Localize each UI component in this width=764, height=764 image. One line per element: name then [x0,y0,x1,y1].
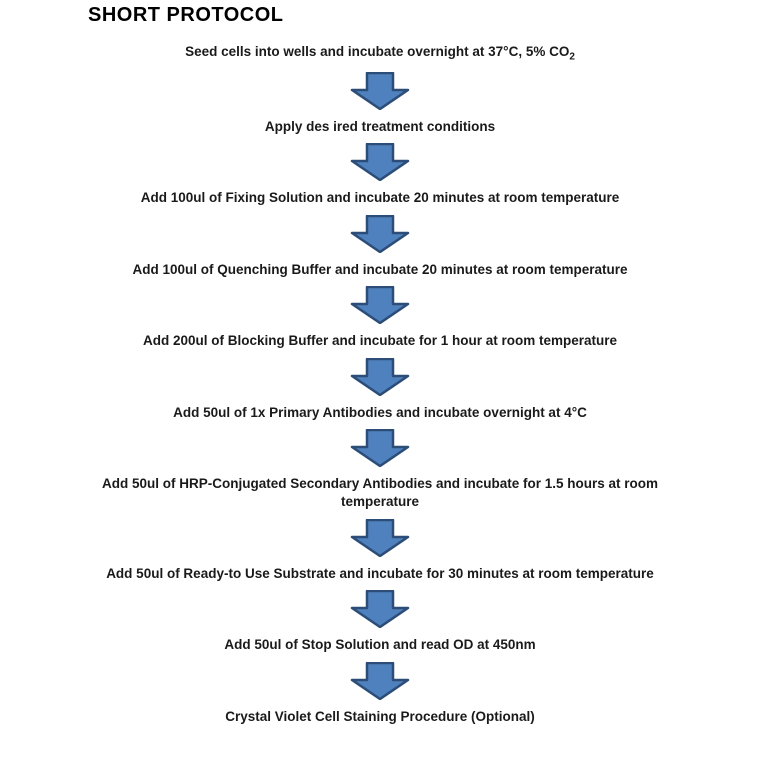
step-fixing-solution: Add 100ul of Fixing Solution and incubate 20 minutes at room temperature [140,190,620,206]
step-crystal-violet: Crystal Violet Cell Staining Procedure (Optional) [225,708,535,724]
down-arrow-icon [350,662,410,700]
down-arrow-icon [350,215,410,253]
step-blocking-buffer: Add 200ul of Blocking Buffer and incubate for 1 hour at room temperature [142,333,618,349]
step-primary-antibodies: Add 50ul of 1x Primary Antibodies and incubate overnight at 4°C [173,404,587,420]
down-arrow-icon [350,286,410,324]
step-seed-cells [185,43,575,64]
down-arrow-icon [350,143,410,181]
down-arrow-icon [350,429,410,467]
flow-column [74,39,686,729]
down-arrow-icon [350,590,410,628]
step-stop-solution: Add 50ul of Stop Solution and read OD at 450nm [224,637,536,653]
step-quenching-buffer: Add 100ul of Quenching Buffer and incubate 20 minutes at room temperature [132,261,628,277]
step-secondary-antibodies: Add 50ul of HRP-Conjugated Secondary Antibodies and incubate for 1.5 hours at room temperature [101,476,659,509]
down-arrow-icon [350,72,410,110]
down-arrow-icon [350,358,410,396]
page-title: SHORT PROTOCOL [88,4,284,26]
step-substrate: Add 50ul of Ready-to Use Substrate and incubate for 30 minutes at room temperature [106,565,654,581]
down-arrow-icon [350,519,410,557]
co2-subscript: 2 [569,51,575,63]
step-text: Seed cells into wells and incubate overnight at 37°C, 5% CO [185,44,570,59]
step-apply-treatment: Apply des ired treatment conditions [264,118,496,134]
